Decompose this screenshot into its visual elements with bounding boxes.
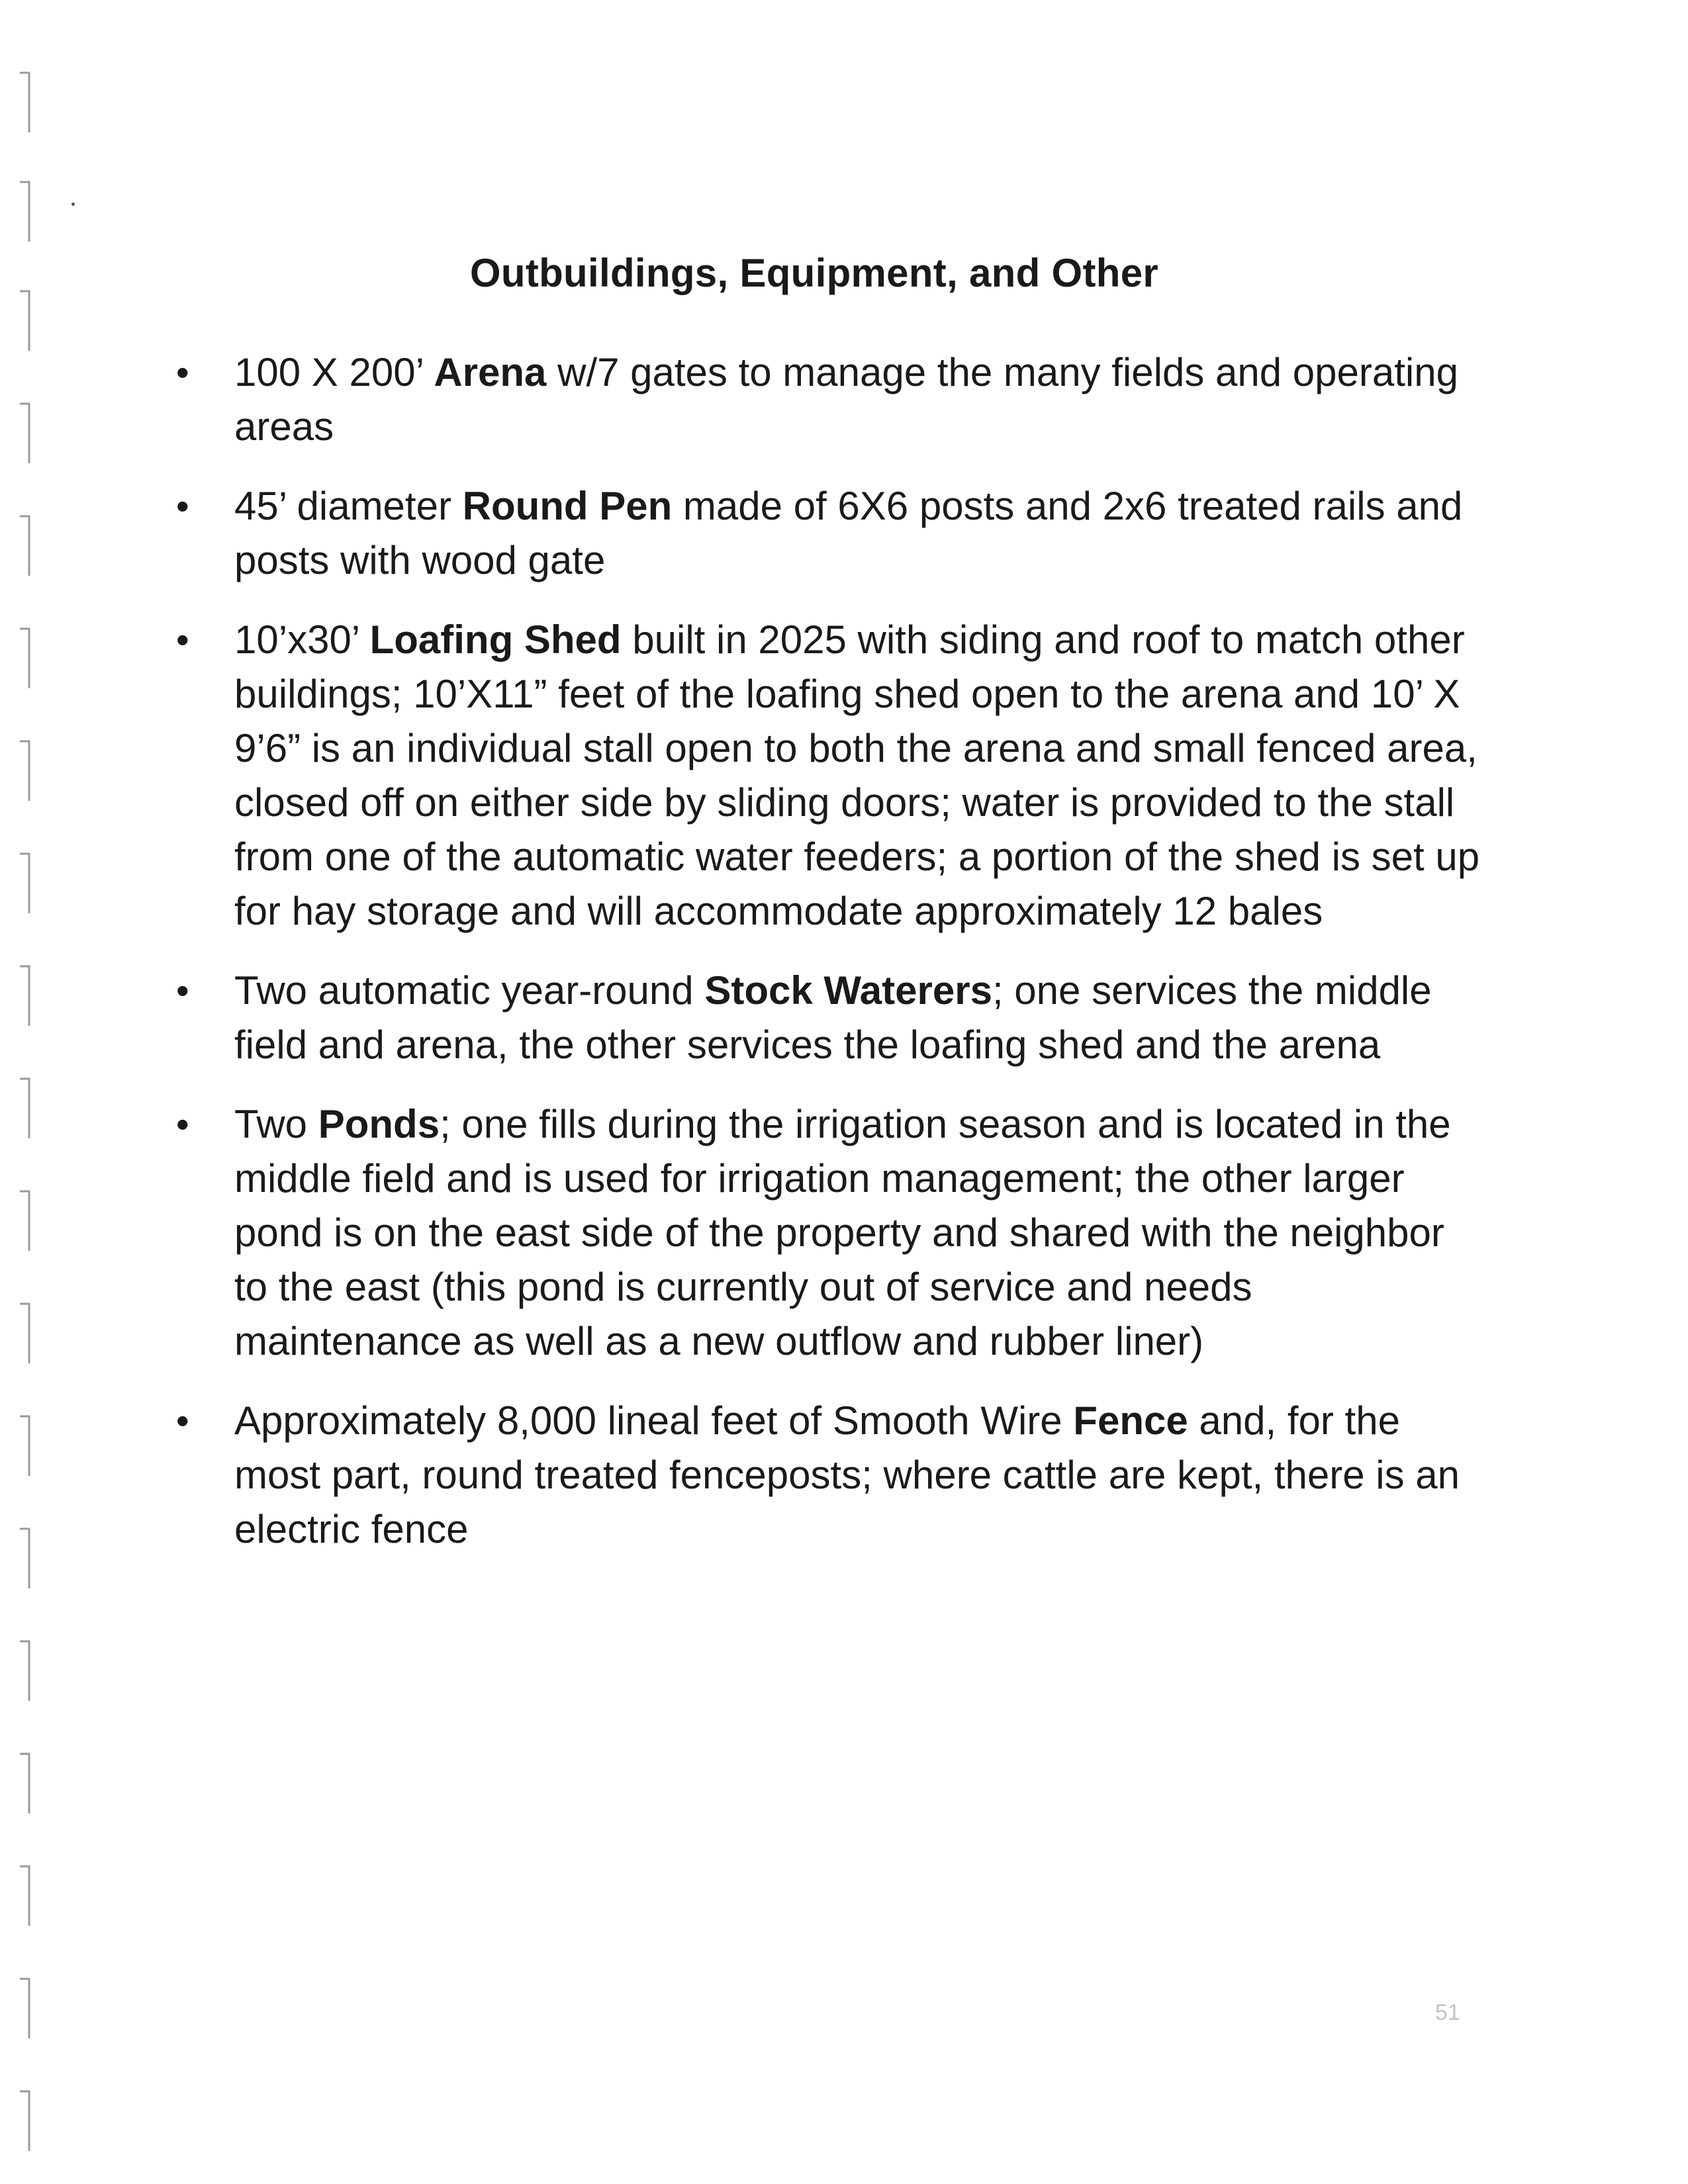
binder-margin-marks xyxy=(0,0,79,2184)
scan-speck xyxy=(71,203,75,206)
list-item-fence: • Approximately 8,000 lineal feet of Smooth Wire Fence and, for the most part, round treated fenceposts; where cattle are kept, there is an electric fence xyxy=(173,1394,1484,1557)
list-item-arena: • 100 X 200’ Arena w/7 gates to manage the many fields and operating areas xyxy=(173,345,1484,454)
list-item-round-pen: • 45’ diameter Round Pen made of 6X6 posts and 2x6 treated rails and posts with wood gate xyxy=(173,479,1484,588)
page-number: 51 xyxy=(1435,2000,1460,2025)
page-title: Outbuildings, Equipment, and Other xyxy=(469,251,1159,295)
list-item-ponds: • Two Ponds; one fills during the irrigation season and is located in the middle field and is used for irrigation management; the other larger pond is on the east side of the property and shared with the neighbor to the east (this pond is currently out of service and needs maintenance as well as a new outflow and rubber liner) xyxy=(173,1097,1484,1369)
feature-list xyxy=(173,345,1484,1582)
list-item-loafing-shed: • 10’x30’ Loafing Shed built in 2025 with siding and roof to match other buildings; 10’X11” feet of the loafing shed open to the arena and 10’ X 9’6” is an individual stall open to both the arena and small fenced area, closed off on either side by sliding doors; water is provided to the stall from one of the automatic water feeders; a portion of the shed is set up for hay storage and will accommodate approximately 12 bales xyxy=(173,613,1484,938)
list-item-stock-waterers: • Two automatic year-round Stock Waterers; one services the middle field and arena, the other services the loafing shed and the arena xyxy=(173,964,1484,1072)
